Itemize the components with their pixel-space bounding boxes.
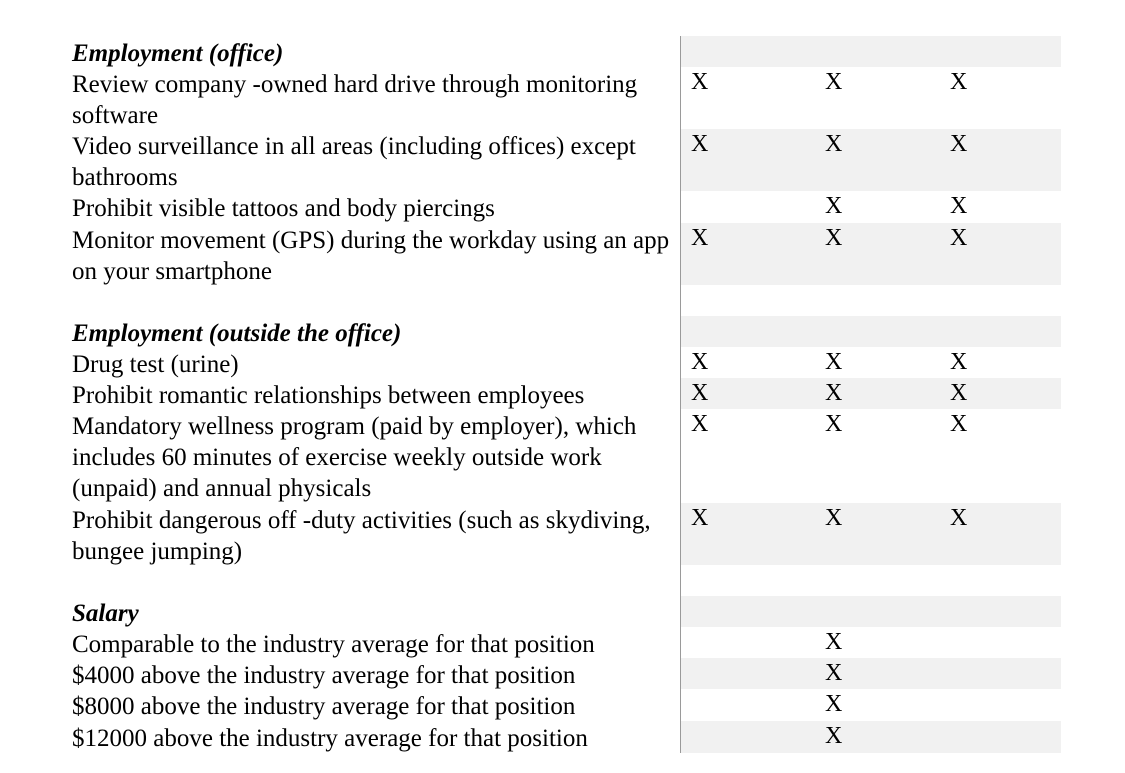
table-row [0,378,1125,409]
row-shading [681,565,1061,596]
spacer-row [0,565,1125,596]
row-shading [681,627,1061,658]
mark-col-3: X [950,380,968,406]
mark-col-2: X [825,349,843,375]
row-shading [681,503,1061,565]
section-header: Salary [72,600,139,627]
row-label: Review company -owned hard drive through monitoring software [72,71,638,129]
mark-col-2: X [825,131,843,157]
mark-col-3: X [950,225,968,251]
row-label: $4000 above the industry average for that position [72,662,576,689]
table-row [0,503,1125,565]
mark-col-1: X [691,69,709,95]
mark-col-1: X [691,225,709,251]
section-header-row [0,596,1125,627]
table-row [0,67,1125,129]
mark-col-2: X [825,723,843,749]
table-row [0,658,1125,689]
mark-col-2: X [825,691,843,717]
section-header: Employment (office) [72,40,284,67]
table-row [0,347,1125,378]
row-shading [681,409,1061,503]
row-label: Prohibit romantic relationships between employees [72,382,585,409]
mark-col-2: X [825,193,843,219]
row-label: Monitor movement (GPS) during the workday using an app on your smartphone [72,227,670,285]
mark-col-1: X [691,349,709,375]
row-shading [681,658,1061,689]
table-row [0,129,1125,191]
section-header-row [0,36,1125,67]
mark-col-3: X [950,193,968,219]
mark-col-2: X [825,505,843,531]
table-row [0,627,1125,658]
table-row [0,721,1125,753]
mark-col-2: X [825,225,843,251]
mark-col-3: X [950,69,968,95]
row-shading [681,721,1061,753]
row-label: Mandatory wellness program (paid by employer), which includes 60 minutes of exercise weekly outside work (unpaid) and annual physicals [72,413,637,502]
row-shading [681,285,1061,316]
mark-col-3: X [950,411,968,437]
row-label: Prohibit dangerous off -duty activities (such as skydiving, bungee jumping) [72,507,651,565]
row-shading [681,67,1061,129]
row-label: $12000 above the industry average for that position [72,725,588,752]
row-shading [681,223,1061,285]
row-shading [681,316,1061,347]
row-shading [681,689,1061,721]
column-divider [680,36,681,753]
section-header: Employment (outside the office) [72,320,402,347]
table-row [0,223,1125,285]
mark-col-1: X [691,131,709,157]
mark-col-1: X [691,411,709,437]
row-shading [681,596,1061,627]
mark-col-2: X [825,411,843,437]
mark-col-1: X [691,505,709,531]
row-label: Video surveillance in all areas (including offices) except bathrooms [72,133,636,191]
mark-col-3: X [950,131,968,157]
row-label: Comparable to the industry average for that position [72,631,595,658]
section-header-row [0,316,1125,347]
row-shading [681,347,1061,378]
mark-col-1: X [691,380,709,406]
mark-col-3: X [950,349,968,375]
table-row [0,409,1125,503]
row-label: $8000 above the industry average for that position [72,693,576,720]
row-label: Drug test (urine) [72,351,239,378]
row-shading [681,36,1061,67]
mark-col-2: X [825,69,843,95]
row-shading [681,378,1061,409]
table-row [0,689,1125,721]
row-label: Prohibit visible tattoos and body piercings [72,195,495,222]
mark-col-2: X [825,380,843,406]
mark-col-2: X [825,629,843,655]
mark-col-3: X [950,505,968,531]
spacer-row [0,285,1125,316]
row-shading [681,129,1061,191]
table-row [0,191,1125,223]
row-shading [681,191,1061,223]
mark-col-2: X [825,660,843,686]
